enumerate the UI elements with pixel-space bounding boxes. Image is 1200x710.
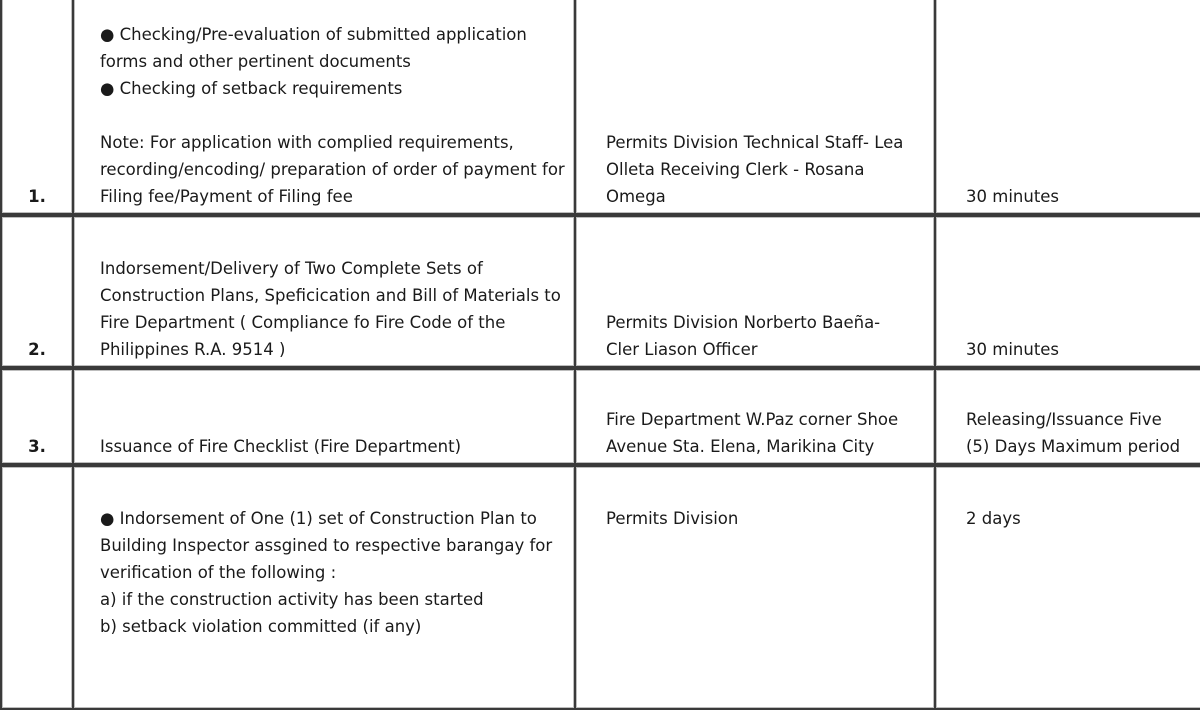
activity-line: a) if the construction activity has been started [100,590,484,609]
duration-cell [936,0,1200,215]
duration-cell [936,368,1200,465]
activity-line: Note: For application with complied requirements, [100,133,514,152]
step-number: 1. [0,0,74,215]
activity-line: Fire Department ( Compliance fo Fire Code of the [100,313,506,332]
activity-line: Building Inspector assgined to respective barangay for [100,536,553,555]
responsible-line: Olleta Receiving Clerk - Rosana [606,160,865,179]
duration-cell [936,465,1200,710]
responsible-line: Cler Liason Officer [606,340,758,359]
responsible-cell [576,368,936,465]
responsible-line: Permits Division Norberto Baeña- [606,313,881,332]
duration-line: Releasing/Issuance Five [966,410,1162,429]
table-row [0,215,1200,368]
activity-line: ● Checking/Pre-evaluation of submitted application [100,25,527,44]
activity-cell [74,215,576,368]
duration-line: 30 minutes [966,340,1060,359]
activity-cell [74,465,576,710]
activity-line: Philippines R.A. 9514 ) [100,340,286,359]
responsible-line: Fire Department W.Paz corner Shoe [606,410,899,429]
activity-line: Issuance of Fire Checklist (Fire Department) [100,437,462,456]
blank-line [100,102,568,129]
responsible-line: Avenue Sta. Elena, Marikina City [606,437,875,456]
step-number: 2. [0,215,74,368]
activity-line: Indorsement/Delivery of Two Complete Sets of [100,259,483,278]
activity-line: recording/encoding/ preparation of order of payment for [100,160,565,179]
duration-line: 30 minutes [966,187,1060,206]
step-number: 3. [0,368,74,465]
duration-line: 2 days [966,509,1021,528]
activity-line: forms and other pertinent documents [100,52,411,71]
table-row [0,465,1200,710]
activity-line: ● Checking of setback requirements [100,79,403,98]
activity-cell [74,368,576,465]
responsible-cell [576,0,936,215]
responsible-line: Permits Division Technical Staff- Lea [606,133,904,152]
duration-line: (5) Days Maximum period [966,437,1181,456]
activity-line: verification of the following : [100,563,337,582]
responsible-line: Permits Division [606,509,739,528]
step-number [0,465,74,710]
responsible-cell [576,465,936,710]
activity-line: Filing fee/Payment of Filing fee [100,187,353,206]
responsible-line: Omega [606,187,666,206]
activity-line: ● Indorsement of One (1) set of Construction Plan to [100,509,537,528]
activity-cell [74,0,576,215]
activity-line: Construction Plans, Speficication and Bill of Materials to [100,286,561,305]
table-row [0,368,1200,465]
duration-cell [936,215,1200,368]
responsible-cell [576,215,936,368]
activity-line: b) setback violation committed (if any) [100,617,422,636]
table-row [0,0,1200,215]
